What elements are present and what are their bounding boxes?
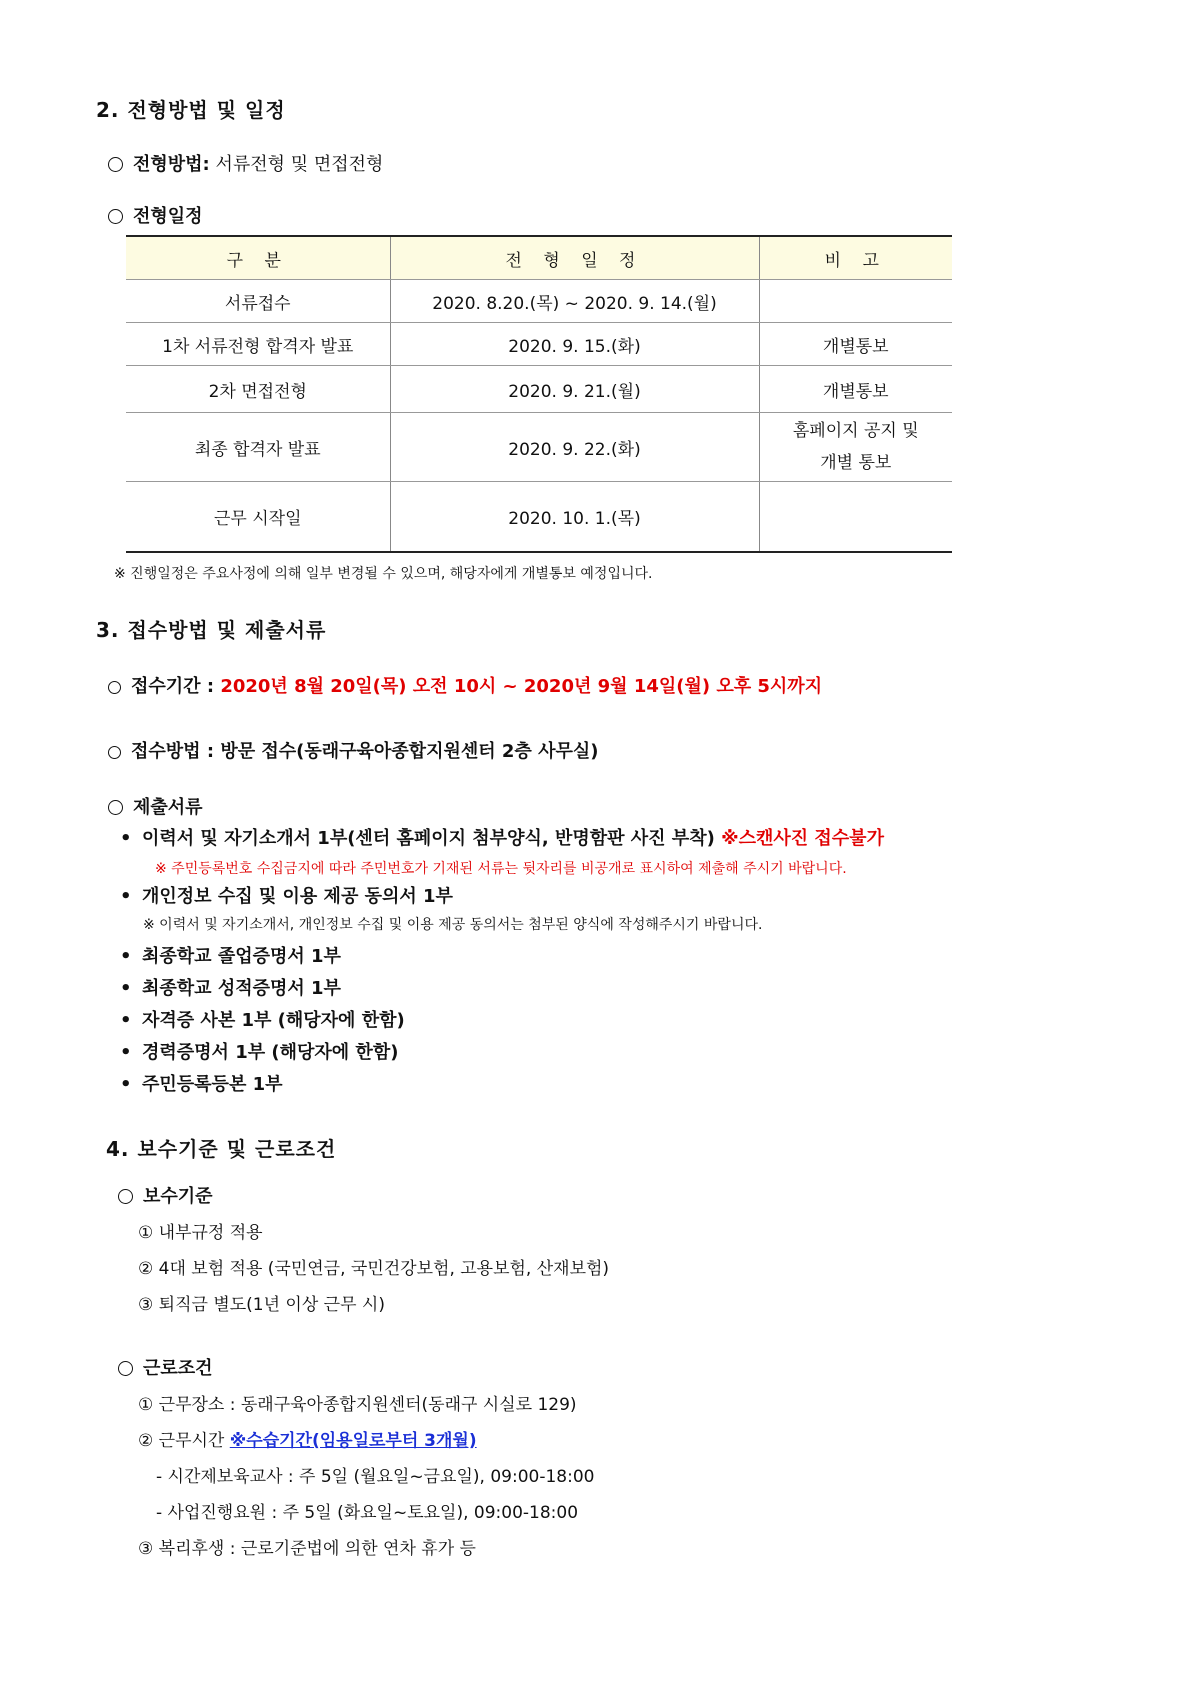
condition-subitem: - 사업진행요원 : 주 5일 (화요일~토요일), 09:00-18:00 (156, 1503, 579, 1523)
table-cell: 개별통보 (759, 366, 952, 413)
table-cell: 2020. 8.20.(목) ~ 2020. 9. 14.(월) (390, 280, 759, 323)
table-cell: 1차 서류전형 합격자 발표 (126, 323, 390, 366)
pay-item: ② 4대 보험 적용 (국민연금, 국민건강보험, 고용보험, 산재보험) (138, 1259, 610, 1279)
table-row (126, 323, 952, 366)
document-item: • 경력증명서 1부 (해당자에 한함) (120, 1042, 399, 1063)
document-item: • 개인정보 수집 및 이용 제공 동의서 1부 (120, 886, 453, 907)
scan-warning: ※스캔사진 접수불가 (721, 828, 884, 849)
schedule-table (126, 235, 952, 553)
table-cell: 서류접수 (126, 280, 390, 323)
probation-link[interactable]: ※수습기간(임용일로부터 3개월) (229, 1431, 477, 1451)
selection-schedule-label: 전형일정 (108, 202, 203, 228)
section-3-title: 3. 접수방법 및 제출서류 (96, 618, 327, 642)
column-header: 구 분 (126, 236, 390, 280)
document-note: ※ 주민등록번호 수집금지에 따라 주민번호가 기재된 서류는 뒷자리를 비공개로 표시하여 제출해 주시기 바랍니다. (155, 861, 847, 877)
section-4-title: 4. 보수기준 및 근로조건 (106, 1137, 337, 1161)
work-conditions-label: 근로조건 (118, 1354, 213, 1380)
pay-standard-label: 보수기준 (118, 1182, 213, 1208)
table-cell: 근무 시작일 (126, 482, 390, 552)
circle-icon (118, 1361, 133, 1376)
condition-item: ① 근무장소 : 동래구육아종합지원센터(동래구 시실로 129) (138, 1395, 577, 1415)
condition-subitem: - 시간제보육교사 : 주 5일 (월요일~금요일), 09:00-18:00 (156, 1467, 595, 1487)
section-2-title: 2. 전형방법 및 일정 (96, 98, 286, 122)
table-cell: 2020. 9. 22.(화) (390, 413, 759, 482)
circle-icon (108, 746, 121, 759)
table-cell (759, 482, 952, 552)
circle-icon (108, 800, 123, 815)
pay-item: ③ 퇴직금 별도(1년 이상 근무 시) (138, 1295, 385, 1315)
document-note: ※ 이력서 및 자기소개서, 개인정보 수집 및 이용 제공 동의서는 첨부된 양식에 작성해주시기 바랍니다. (143, 917, 763, 933)
document-item: • 자격증 사본 1부 (해당자에 한함) (120, 1010, 405, 1031)
table-row (126, 366, 952, 413)
condition-item: ③ 복리후생 : 근로기준법에 의한 연차 휴가 등 (138, 1539, 476, 1559)
document-item: • 최종학교 졸업증명서 1부 (120, 946, 341, 967)
table-cell: 최종 합격자 발표 (126, 413, 390, 482)
reception-method: 접수방법 : 방문 접수(동래구육아종합지원센터 2층 사무실) (108, 737, 598, 763)
table-cell: 2차 면접전형 (126, 366, 390, 413)
table-cell: 홈페이지 공지 및 개별 통보 (759, 413, 952, 482)
table-row (126, 482, 952, 552)
reception-period-value: 2020년 8월 20일(목) 오전 10시 ~ 2020년 9월 14일(월) 오후 5시까지 (220, 676, 823, 697)
circle-icon (118, 1189, 133, 1204)
column-header: 비 고 (759, 236, 952, 280)
table-header-row (126, 236, 952, 280)
table-row (126, 280, 952, 323)
circle-icon (108, 209, 123, 224)
table-cell: 2020. 9. 21.(월) (390, 366, 759, 413)
selection-method: 전형방법: 서류전형 및 면접전형 (108, 150, 383, 176)
table-cell: 2020. 10. 1.(목) (390, 482, 759, 552)
document-item: • 주민등록등본 1부 (120, 1074, 283, 1095)
table-cell: 2020. 9. 15.(화) (390, 323, 759, 366)
condition-item: ② 근무시간 ※수습기간(임용일로부터 3개월) (138, 1431, 477, 1451)
schedule-footnote: ※ 진행일정은 주요사정에 의해 일부 변경될 수 있으며, 해당자에게 개별통보 예정입니다. (114, 566, 653, 582)
circle-icon (108, 157, 123, 172)
table-cell: 개별통보 (759, 323, 952, 366)
document-item: • 최종학교 성적증명서 1부 (120, 978, 341, 999)
reception-period: 접수기간 : 2020년 8월 20일(목) 오전 10시 ~ 2020년 9월 14일(월) 오후 5시까지 (108, 672, 822, 698)
table-row (126, 413, 952, 482)
documents-label: 제출서류 (108, 793, 203, 819)
column-header: 전 형 일 정 (390, 236, 759, 280)
pay-item: ① 내부규정 적용 (138, 1223, 263, 1243)
document-item: • 이력서 및 자기소개서 1부(센터 홈페이지 첨부양식, 반명함판 사진 부착) ※스캔사진 접수불가 (120, 828, 884, 849)
table-cell (759, 280, 952, 323)
circle-icon (108, 681, 121, 694)
